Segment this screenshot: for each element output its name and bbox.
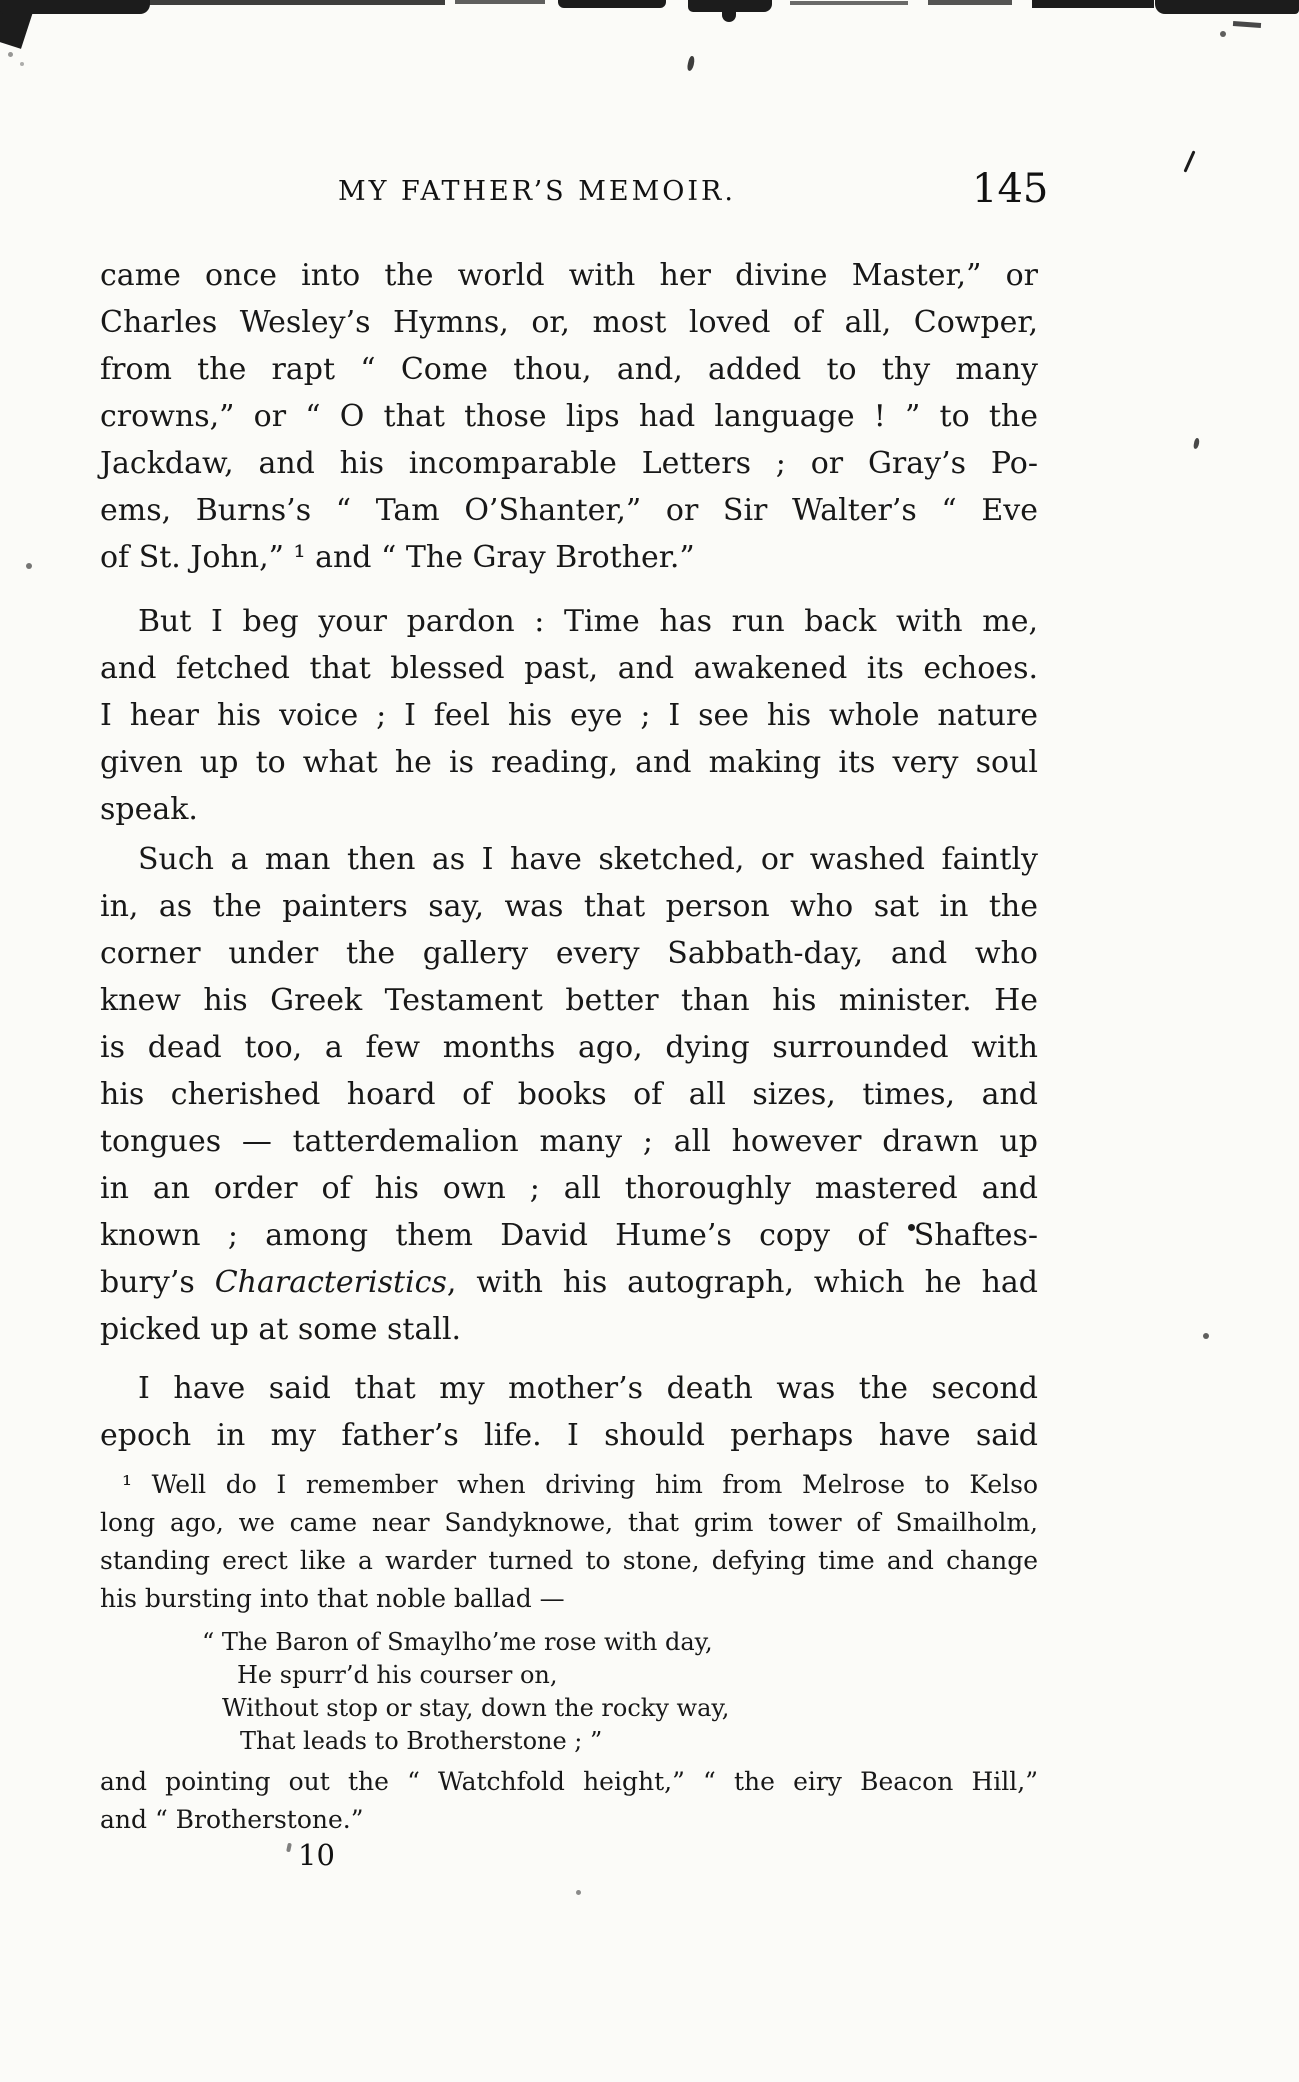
body-line: ems, Burns’s “ Tam O’Shanter,” or Sir Walter’s “ Eve [100,493,1038,528]
paragraph-1 [100,252,1038,581]
body-line: of St. John,” ¹ and “ The Gray Brother.” [100,540,695,575]
scan-artifact [26,563,32,569]
scan-artifact [790,1,908,5]
body-line: speak. [100,792,198,827]
running-title: MY FATHER’S MEMOIR. [338,176,736,207]
body-line: from the rapt “ Come thou, and, added to thy many [100,352,1038,387]
body-line: knew his Greek Testament better than his minister. He [100,983,1038,1018]
body-line: known ; among them David Hume’s copy of Shaftes- [100,1218,1038,1253]
body-line-segment: , with his autograph, which he had [446,1265,1038,1300]
body-line: corner under the gallery every Sabbath-day, and who [100,936,1038,971]
body-line: in, as the painters say, was that person who sat in the [100,889,1038,924]
scan-artifact [20,62,24,66]
footnote-line: and pointing out the “ Watchfold height,” “ the eiry Beacon Hill,” [100,1767,1038,1796]
footnote [100,1466,1038,1839]
page-number: 145 [972,166,1049,212]
paragraph-3 [100,836,1038,1353]
body-line: his cherished hoard of books of all sizes, times, and [100,1077,1038,1112]
verse-block [100,1626,1038,1758]
footnote-line: long ago, we came near Sandyknowe, that grim tower of Smailholm, [100,1508,1038,1537]
body-line: tongues — tatterdemalion many ; all however drawn up [100,1124,1038,1159]
body-line: and fetched that blessed past, and awakened its echoes. [100,651,1038,686]
scan-artifact [145,0,445,5]
body-line: crowns,” or “ O that those lips had language ! ” to the [100,399,1038,434]
scan-artifact [1203,1333,1209,1339]
scan-artifact [928,0,1012,5]
body-line-segment: bury’s [100,1265,215,1300]
body-line: picked up at some stall. [100,1312,462,1347]
scan-artifact [1193,438,1200,450]
verse-line: He spurr’d his courser on, [237,1661,558,1689]
footnote-line: standing erect like a warder turned to stone, defying time and change [100,1546,1038,1575]
paragraph-2 [100,598,1038,833]
paragraph-4 [100,1365,1038,1459]
body-line-with-italic [100,1259,1038,1306]
scan-artifact [558,0,666,8]
book-title-italic: Characteristics [214,1265,447,1300]
body-line: Jackdaw, and his incomparable Letters ; or Gray’s Po- [100,446,1038,481]
scan-artifact [1032,0,1154,8]
scan-artifact [1155,0,1299,14]
footnote-line: ¹ Well do I remember when driving him from Melrose to Kelso [122,1470,1038,1499]
scan-artifact [455,0,545,4]
body-text [100,252,1038,1459]
body-line: I hear his voice ; I feel his eye ; I see his whole nature [100,698,1038,733]
body-line: Such a man then as I have sketched, or washed faintly [138,842,1038,877]
footnote-line: his bursting into that noble ballad — [100,1584,565,1613]
signature-mark: 10 [298,1838,335,1872]
scan-artifact [1220,31,1226,37]
scan-artifact [1183,150,1195,172]
footnote-closing [100,1763,1038,1839]
verse-line: Without stop or stay, down the rocky way, [222,1694,730,1722]
verse-line: That leads to Brotherstone ; ” [240,1727,603,1755]
body-line: in an order of his own ; all thoroughly mastered and [100,1171,1038,1206]
scan-artifact [576,1890,581,1895]
scan-artifact [1233,21,1261,28]
body-line: epoch in my father’s life. I should perhaps have said [100,1418,1038,1453]
body-line: But I beg your pardon : Time has run back with me, [138,604,1038,639]
scan-artifact [286,1843,292,1853]
body-line: given up to what he is reading, and making its very soul [100,745,1038,780]
body-line: came once into the world with her divine Master,” or [100,258,1038,293]
body-line: Charles Wesley’s Hymns, or, most loved of all, Cowper, [100,305,1038,340]
scan-artifact [722,11,736,22]
scan-artifact [8,52,13,57]
scan-artifact [686,55,695,71]
body-line: I have said that my mother’s death was the second [138,1371,1038,1406]
body-line: is dead too, a few months ago, dying surrounded with [100,1030,1038,1065]
footnote-paragraph [100,1466,1038,1618]
scan-artifact [0,0,150,14]
footnote-line: and “ Brotherstone.” [100,1805,364,1834]
verse-line: “ The Baron of Smaylho’me rose with day, [202,1628,713,1656]
